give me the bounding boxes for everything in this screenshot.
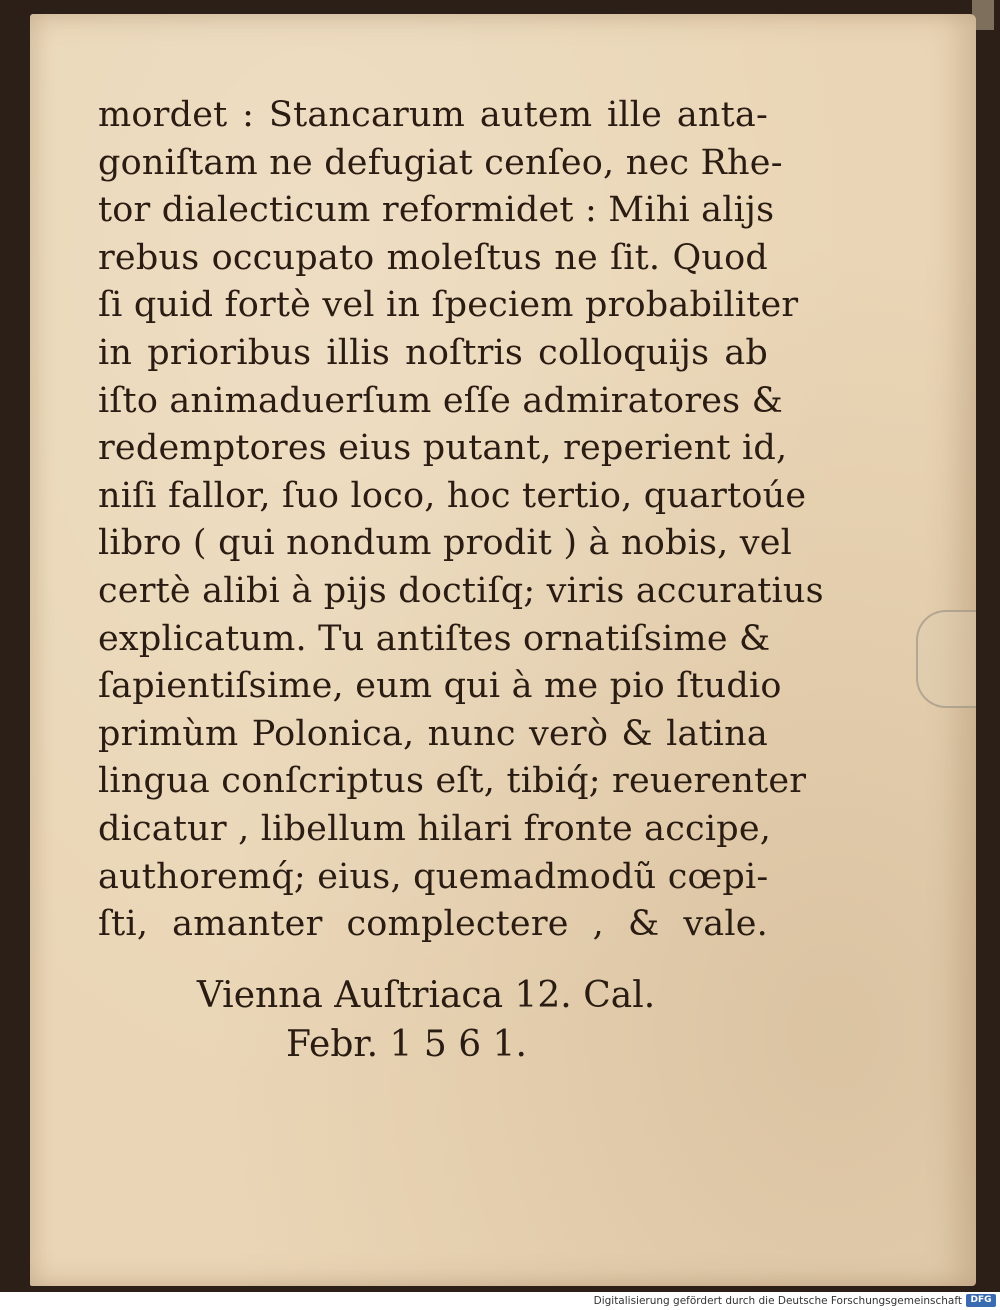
text-line: ſi quid fortè vel in ſpeciem probabiliter: [98, 285, 799, 326]
text-line: libro ( qui nondum prodit ) à nobis, vel: [98, 523, 793, 564]
text-line: rebus occupato moleſtus ne ſit. Quod: [98, 237, 768, 278]
dfg-logo-icon: DFG: [966, 1294, 996, 1307]
text-line: certè alibi à pijs doctiſq; viris accuratius: [98, 570, 824, 611]
text-line: lingua conſcriptus eſt, tibiq́; reuerenter: [98, 761, 807, 802]
text-line: tor dialecticum reformidet : Mihi alijs: [98, 190, 775, 231]
text-line: niſi fallor, ſuo loco, hoc tertio, quartoúe: [98, 475, 807, 516]
closing-date: Febr. 1 5 6 1.: [286, 1024, 527, 1065]
text-line: in prioribus illis noſtris colloquijs ab: [98, 332, 768, 373]
text-line: authoremq́; eius, quemadmodũ cœpi-: [98, 856, 769, 897]
body-text: [98, 92, 824, 949]
text-line: mordet : Stancarum autem ille anta-: [98, 95, 768, 135]
closing-place: Vienna Auſtriaca 12. Cal.: [196, 975, 656, 1016]
page-tab-marker: [916, 610, 976, 708]
text-line: iſto animaduerſum eſſe admiratores &: [98, 380, 784, 421]
text-line: explicatum. Tu antiſtes ornatiſsime &: [98, 618, 771, 659]
text-line: ſapientiſsime, eum qui à me pio ſtudio: [98, 666, 782, 707]
funding-credit: Digitalisierung gefördert durch die Deutsche Forschungsgemeinschaft: [593, 1295, 962, 1307]
footer-bar: [0, 1292, 1000, 1310]
text-line: primùm Polonica, nunc verò & latina: [98, 713, 768, 754]
text-line: ſti, amanter complectere , & vale.: [98, 904, 768, 945]
text-line: goniſtam ne defugiat cenſeo, nec Rhe-: [98, 142, 783, 183]
text-line: redemptores eius putant, reperient id,: [98, 428, 788, 469]
text-line: dicatur , libellum hilari fronte accipe,: [98, 808, 772, 849]
